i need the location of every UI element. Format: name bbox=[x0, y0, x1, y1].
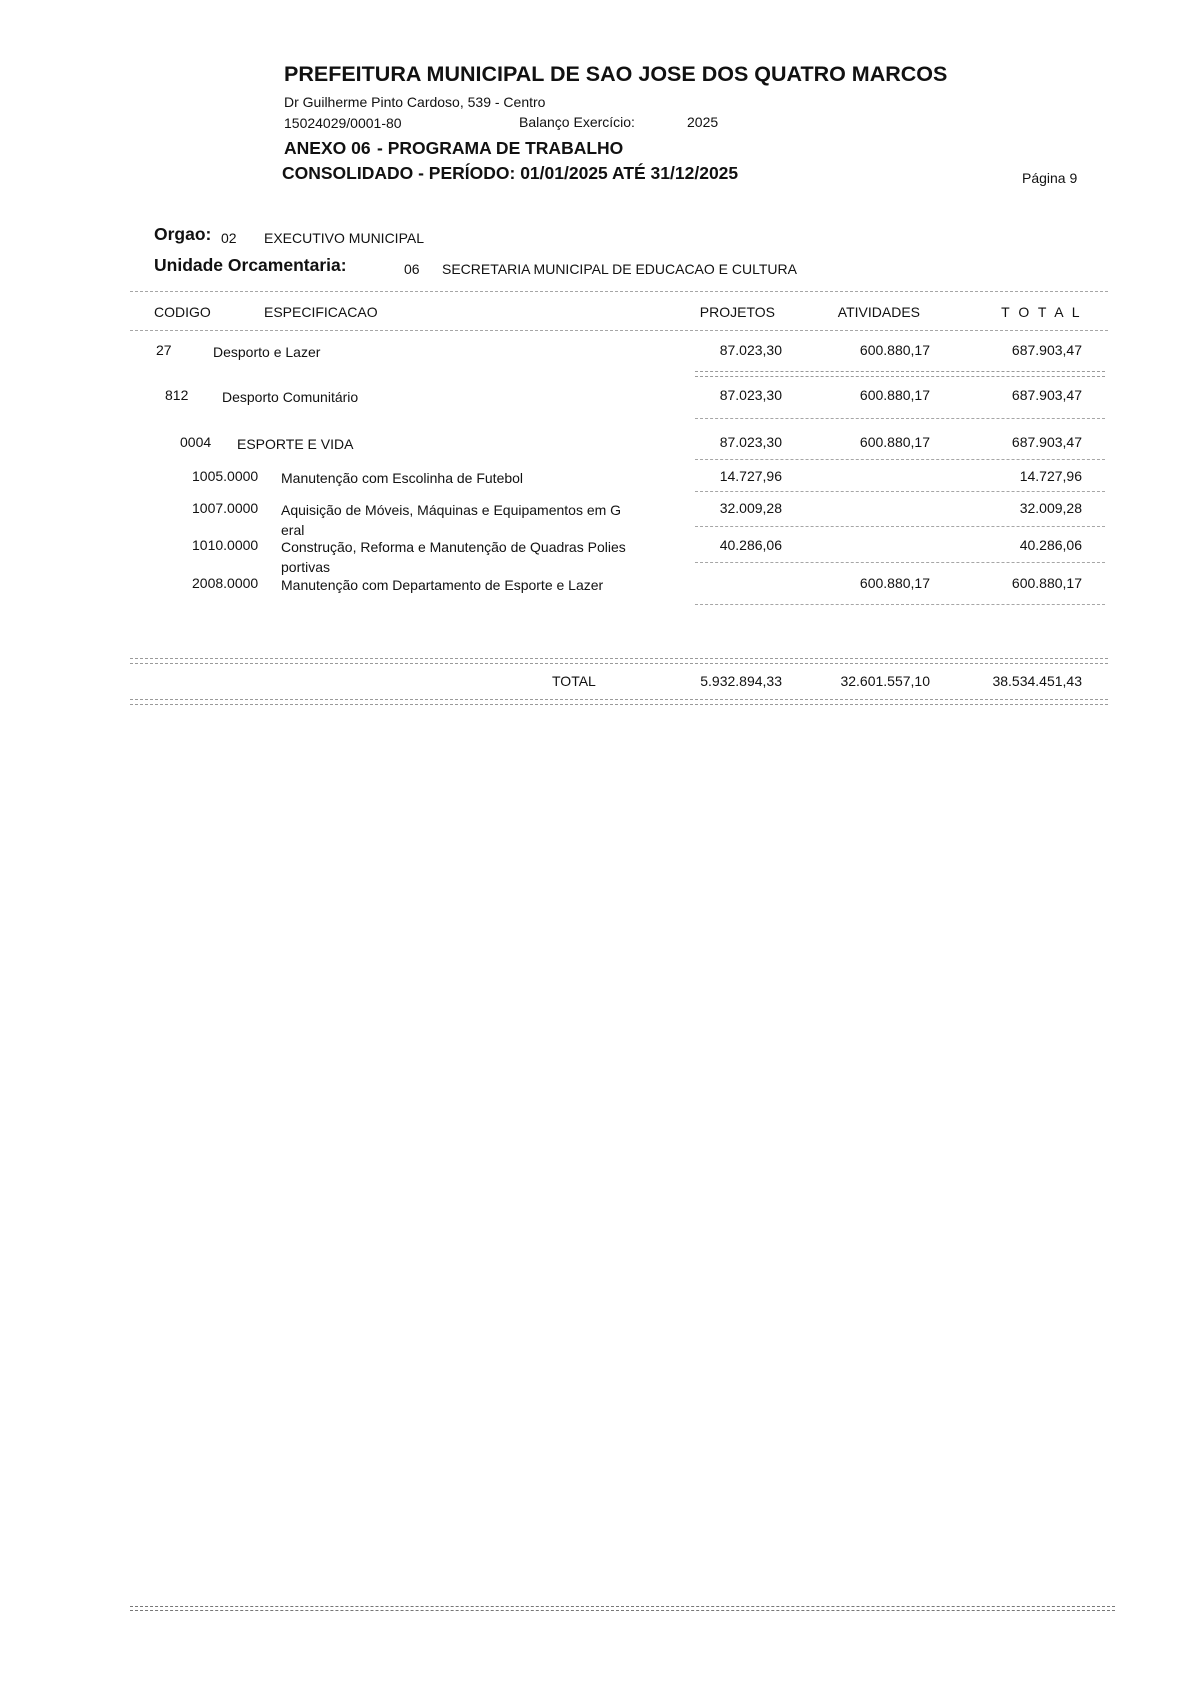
orgao-name: EXECUTIVO MUNICIPAL bbox=[264, 230, 424, 246]
especificacao-cell: Manutenção com Escolinha de Futebol bbox=[281, 470, 524, 486]
address-line: Dr Guilherme Pinto Cardoso, 539 - Centro bbox=[284, 94, 546, 110]
col-header-especificacao: ESPECIFICACAO bbox=[264, 304, 378, 320]
col-header-total: T O T A L bbox=[1001, 304, 1082, 320]
row-separator bbox=[695, 491, 1105, 492]
unidade-name: SECRETARIA MUNICIPAL DE EDUCACAO E CULTURA bbox=[442, 261, 797, 277]
unidade-code: 06 bbox=[404, 261, 420, 277]
total-cell: 40.286,06 bbox=[1019, 537, 1082, 553]
total-row bbox=[0, 673, 1190, 693]
table-header-row bbox=[0, 303, 1190, 323]
projetos-cell: 32.009,28 bbox=[719, 500, 782, 516]
cnpj-number: 15024029/0001-80 bbox=[284, 115, 402, 131]
codigo-cell: 1005.0000 bbox=[192, 468, 259, 484]
codigo-cell: 0004 bbox=[180, 434, 212, 450]
page-footer-rule bbox=[130, 1606, 1115, 1611]
row-separator bbox=[695, 562, 1105, 563]
exercise-year: 2025 bbox=[687, 114, 719, 130]
rule-below-header bbox=[130, 330, 1108, 331]
projetos-cell: 87.023,30 bbox=[719, 434, 782, 450]
row-separator bbox=[695, 371, 1105, 377]
atividades-cell: 600.880,17 bbox=[859, 387, 930, 403]
atividades-cell: 600.880,17 bbox=[859, 342, 930, 358]
total-projetos-cell: 5.932.894,33 bbox=[700, 673, 782, 689]
especificacao-cell: Manutenção com Departamento de Esporte e Lazer bbox=[281, 577, 604, 593]
col-header-codigo: CODIGO bbox=[154, 304, 211, 320]
row-separator bbox=[695, 418, 1105, 419]
table-row bbox=[0, 575, 1190, 595]
annex-code: ANEXO 06 bbox=[284, 138, 371, 158]
row-separator bbox=[695, 526, 1105, 527]
atividades-cell: 600.880,17 bbox=[859, 575, 930, 591]
especificacao-cell: ESPORTE E VIDA bbox=[237, 436, 354, 452]
atividades-cell: 600.880,17 bbox=[859, 434, 930, 450]
especificacao-cell: Construção, Reforma e Manutenção de Quadras Polies portivas bbox=[281, 539, 626, 575]
total-cell: 687.903,47 bbox=[1011, 387, 1082, 403]
total-cell: 687.903,47 bbox=[1011, 342, 1082, 358]
unidade-label: Unidade Orcamentaria: bbox=[154, 255, 347, 275]
codigo-cell: 2008.0000 bbox=[192, 575, 259, 591]
table-row bbox=[0, 537, 1190, 575]
especificacao-cell: Aquisição de Móveis, Máquinas e Equipamentos em G eral bbox=[281, 502, 622, 538]
total-geral-cell: 38.534.451,43 bbox=[992, 673, 1082, 689]
total-cell: 14.727,96 bbox=[1019, 468, 1082, 484]
exercise-label: Balanço Exercício: bbox=[519, 114, 635, 130]
row-separator bbox=[695, 604, 1105, 605]
col-header-atividades: ATIVIDADES bbox=[837, 304, 920, 320]
orgao-code: 02 bbox=[221, 230, 237, 246]
table-row bbox=[0, 500, 1190, 538]
codigo-cell: 1007.0000 bbox=[192, 500, 259, 516]
codigo-cell: 1010.0000 bbox=[192, 537, 259, 553]
total-label: TOTAL bbox=[552, 673, 596, 689]
table-row bbox=[0, 387, 1190, 407]
rule-above-header bbox=[130, 291, 1108, 292]
col-header-projetos: PROJETOS bbox=[699, 304, 775, 320]
total-cell: 32.009,28 bbox=[1019, 500, 1082, 516]
period-title: CONSOLIDADO - PERÍODO: 01/01/2025 ATÉ 31/12/2025 bbox=[282, 163, 739, 183]
projetos-cell: 87.023,30 bbox=[719, 342, 782, 358]
municipality-title: PREFEITURA MUNICIPAL DE SAO JOSE DOS QUATRO MARCOS bbox=[284, 62, 948, 86]
row-separator bbox=[695, 459, 1105, 460]
especificacao-cell: Desporto Comunitário bbox=[222, 389, 359, 405]
annex-title: - PROGRAMA DE TRABALHO bbox=[377, 138, 624, 158]
projetos-cell: 87.023,30 bbox=[719, 387, 782, 403]
projetos-cell: 14.727,96 bbox=[719, 468, 782, 484]
codigo-cell: 27 bbox=[156, 342, 172, 358]
total-cell: 600.880,17 bbox=[1011, 575, 1082, 591]
page-number: Página 9 bbox=[1022, 170, 1078, 186]
total-rule-bottom bbox=[130, 699, 1108, 705]
total-atividades-cell: 32.601.557,10 bbox=[840, 673, 930, 689]
especificacao-cell: Desporto e Lazer bbox=[213, 344, 321, 360]
table-row bbox=[0, 342, 1190, 362]
projetos-cell: 40.286,06 bbox=[719, 537, 782, 553]
table-row bbox=[0, 434, 1190, 454]
total-rule-top bbox=[130, 658, 1108, 664]
orgao-label: Orgao: bbox=[154, 224, 212, 244]
codigo-cell: 812 bbox=[165, 387, 189, 403]
table-row bbox=[0, 468, 1190, 488]
total-cell: 687.903,47 bbox=[1011, 434, 1082, 450]
